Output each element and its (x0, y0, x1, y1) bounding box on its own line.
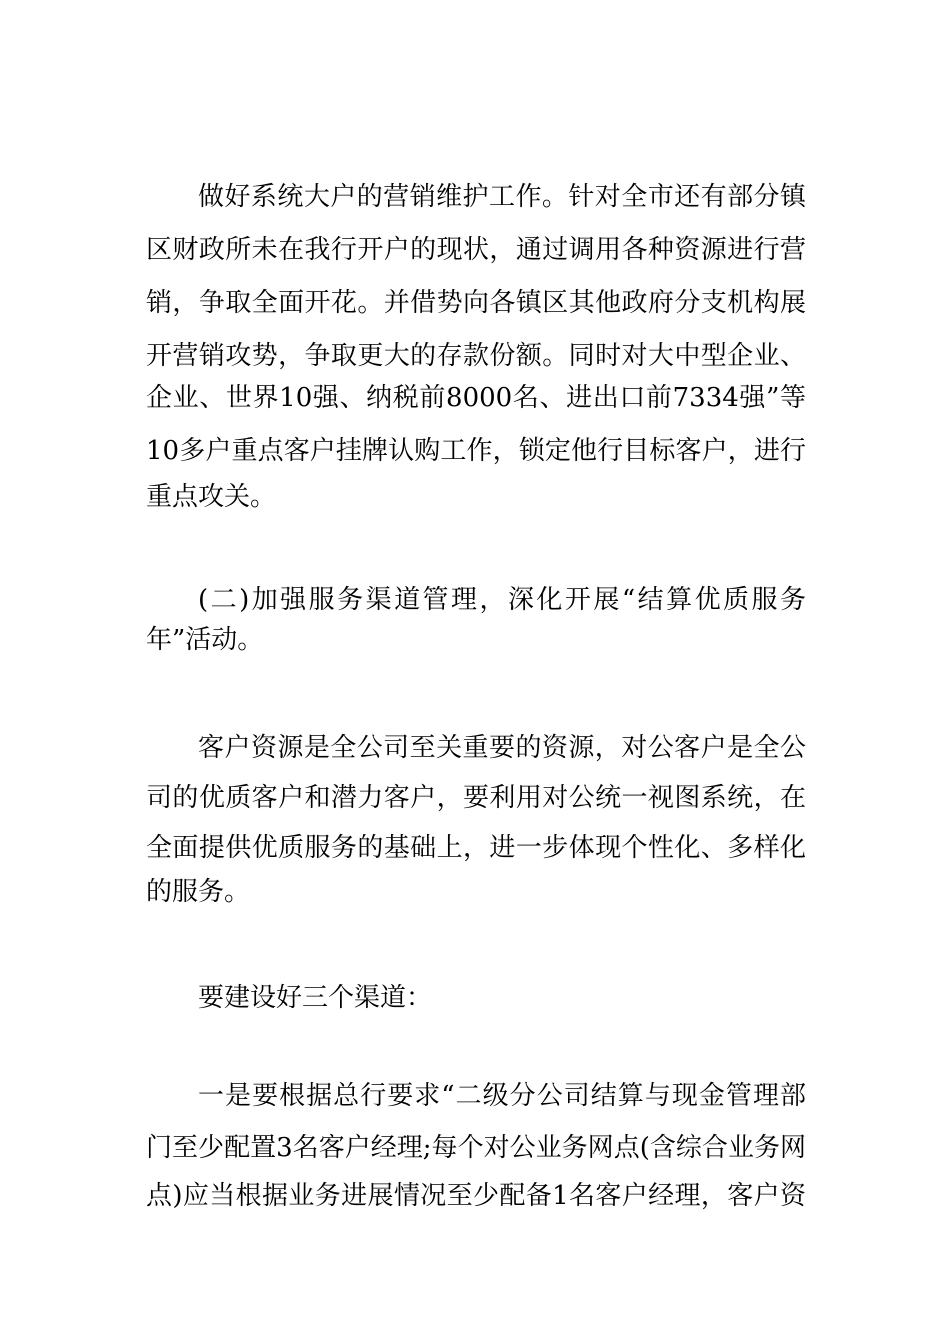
paragraph-1-line-6: 10多户重点客户挂牌认购工作，锁定他行目标客户，进行 (146, 436, 806, 466)
paragraph-1-line-3: 销，争取全面开花。并借势向各镇区其他政府分支机构展 (146, 288, 806, 318)
paragraph-1-line-2: 区财政所未在我行开户的现状，通过调用各种资源进行营 (146, 235, 806, 265)
paragraph-5-line-1: 一是要根据总行要求“二级分公司结算与现金管理部 (198, 1081, 806, 1111)
paragraph-3-line-1: 客户资源是全公司至关重要的资源，对公客户是全公 (198, 733, 806, 763)
paragraph-3-line-2: 司的优质客户和潜力客户，要利用对公统一视图系统，在 (146, 783, 806, 813)
paragraph-1-line-1: 做好系统大户的营销维护工作。针对全市还有部分镇 (198, 182, 806, 212)
paragraph-5-line-2: 门至少配置3名客户经理;每个对公业务网点(含综合业务网 (146, 1133, 806, 1163)
paragraph-1-line-7: 重点攻关。 (146, 482, 277, 512)
paragraph-1-line-5: 企业、世界10强、纳税前8000名、进出口前7334强”等 (146, 383, 806, 413)
paragraph-5-line-3: 点)应当根据业务进展情况至少配备1名客户经理，客户资 (146, 1181, 806, 1211)
paragraph-3-line-3: 全面提供优质服务的基础上，进一步体现个性化、多样化 (146, 833, 806, 863)
paragraph-2-line-1: (二)加强服务渠道管理，深化开展“结算优质服务 (198, 585, 806, 615)
paragraph-3-line-4: 的服务。 (146, 877, 251, 907)
paragraph-2-line-2: 年”活动。 (146, 625, 264, 655)
paragraph-4-line-1: 要建设好三个渠道： (198, 983, 433, 1013)
paragraph-1-line-4: 开营销攻势，争取更大的存款份额。同时对大中型企业、 (146, 341, 806, 371)
